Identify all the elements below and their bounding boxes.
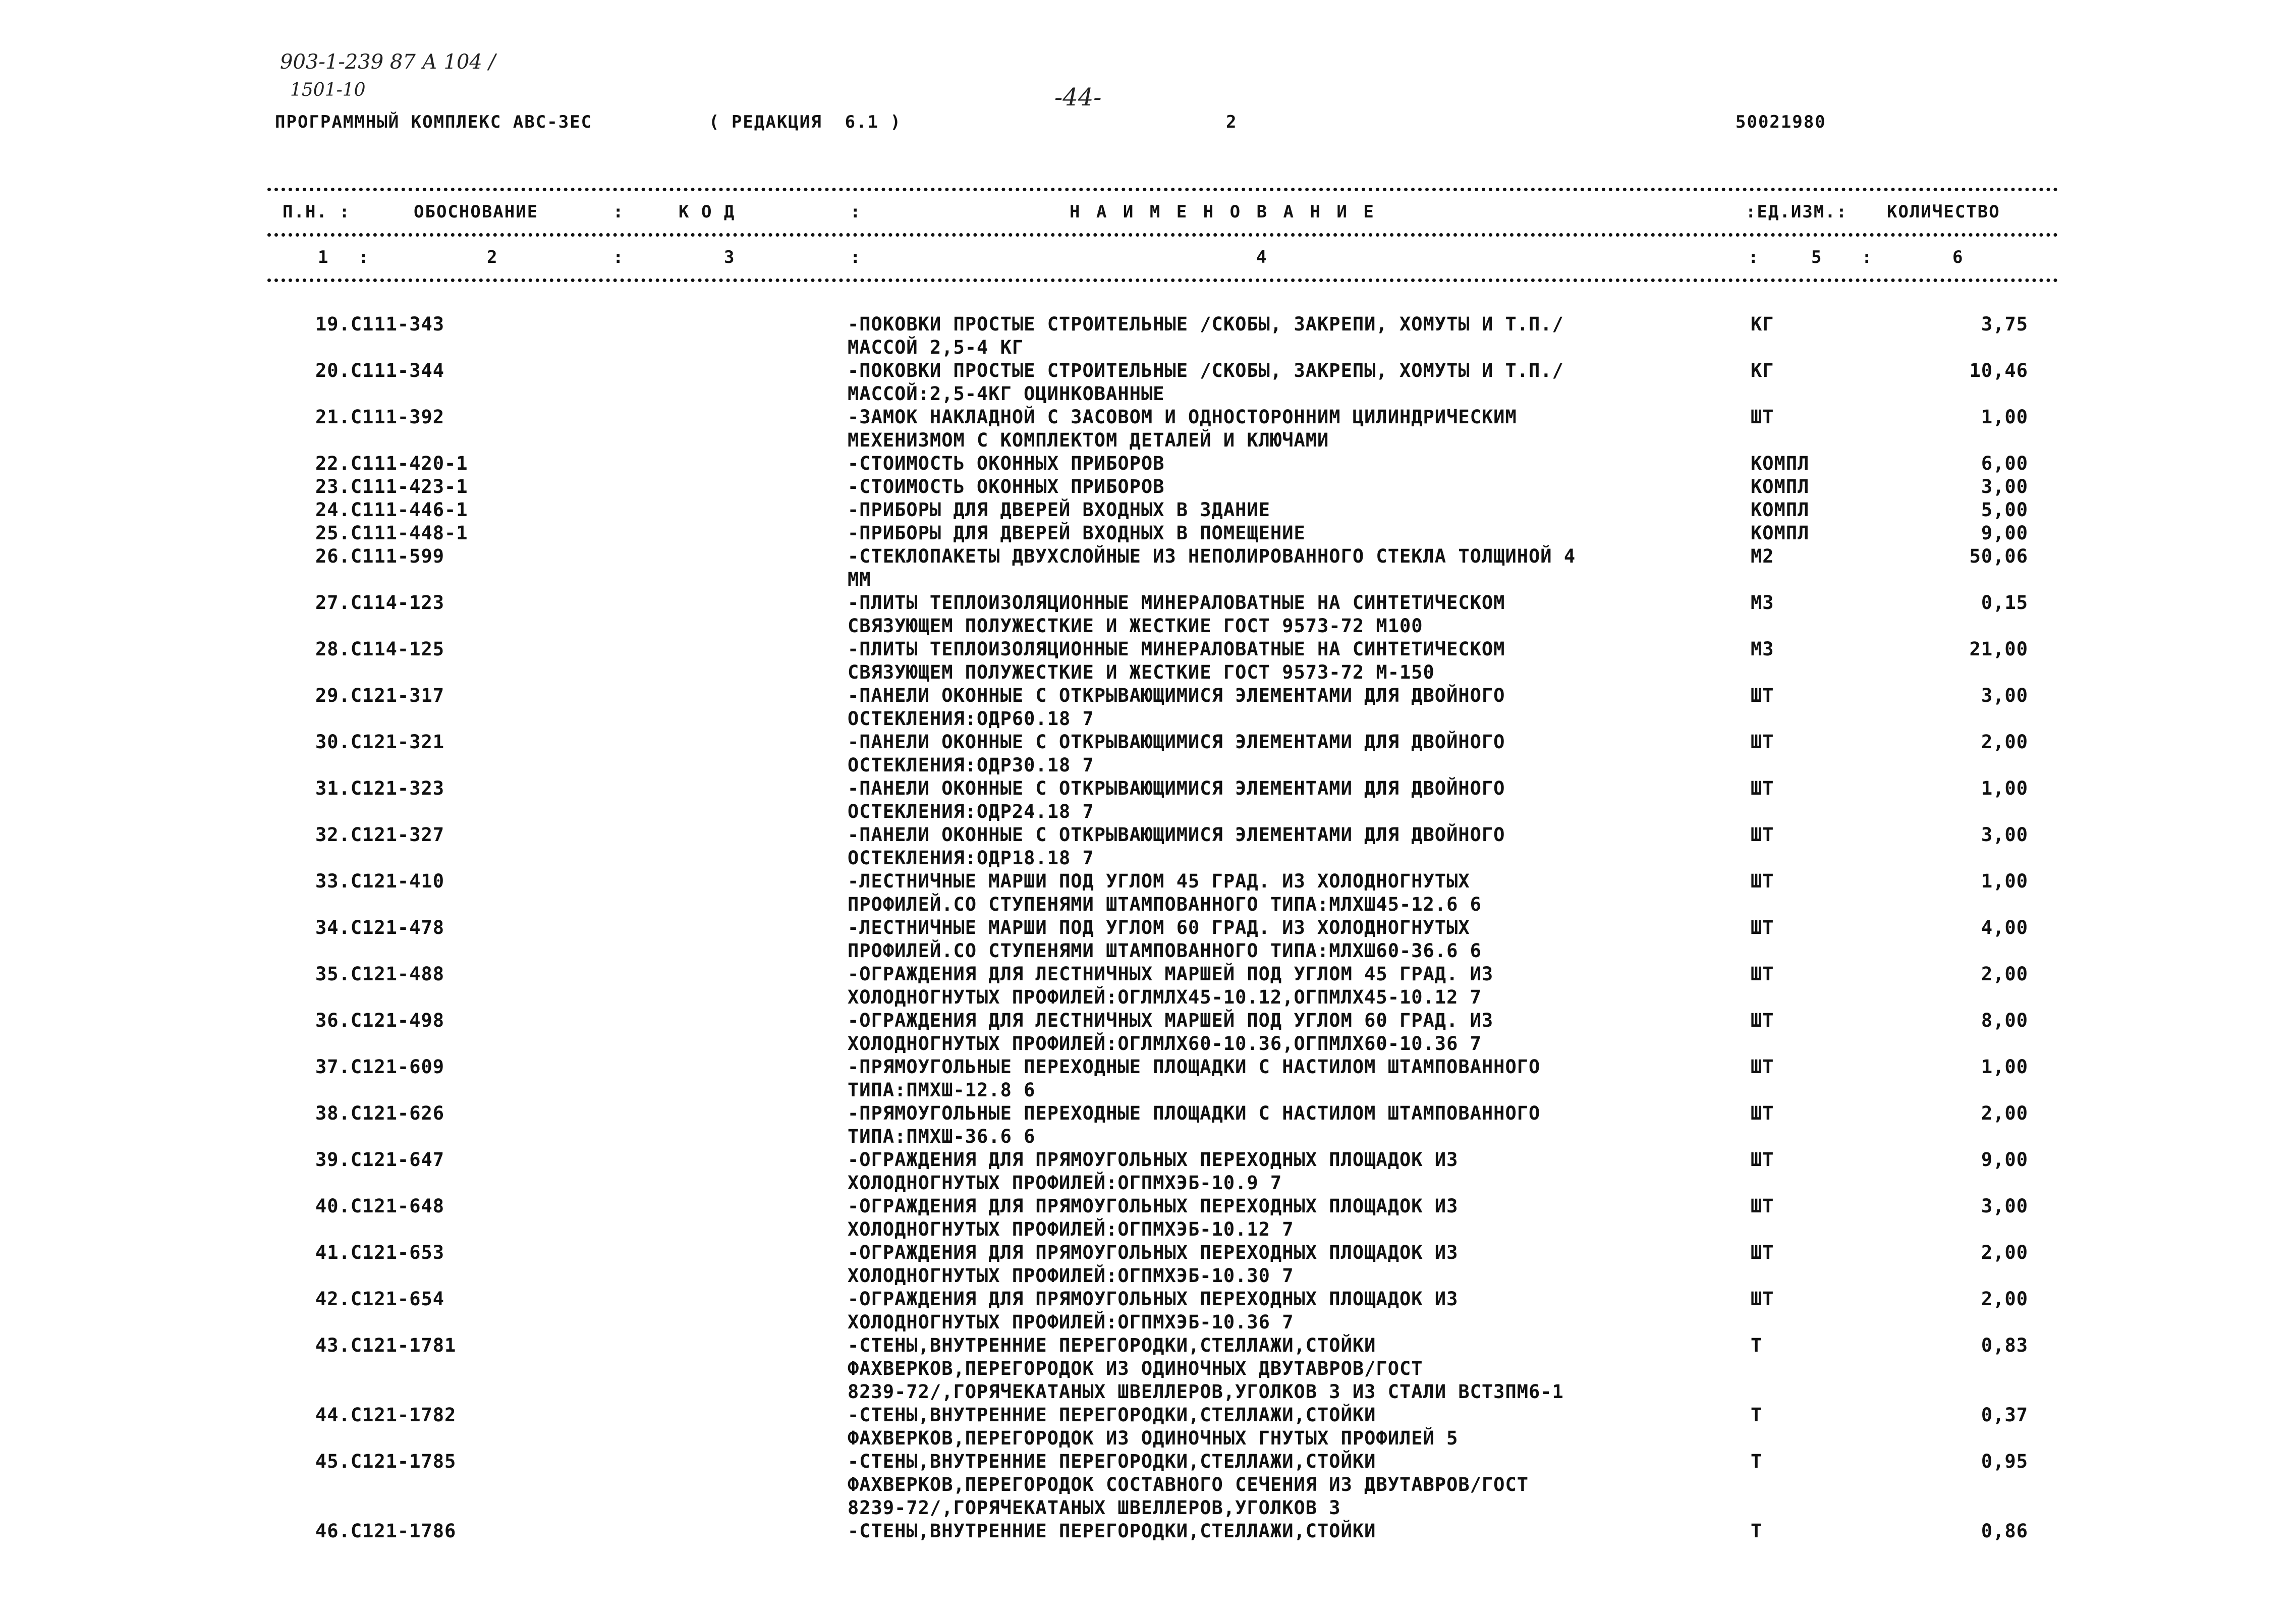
row-quantity: 2,00	[1981, 1288, 2028, 1310]
row-unit: ШТ	[1751, 1056, 1774, 1078]
row-name: -ЗАМОК НАКЛАДНОЙ С ЗАСОВОМ И ОДНОСТОРОННИМ ЦИЛИНДРИЧЕСКИМ МЕХЕНИЗМОМ С КОМПЛЕКТОМ ДЕТАЛЕЙ И КЛЮЧАМИ	[848, 406, 1517, 451]
col-num-1: 1	[318, 247, 328, 267]
table-row	[0, 1241, 2296, 1288]
row-quantity: 4,00	[1981, 917, 2028, 938]
row-unit: М3	[1751, 638, 1774, 660]
col-num-6: 6	[1952, 247, 1963, 267]
row-basis-code: 40.С121-648	[315, 1195, 445, 1217]
row-basis-code: 26.С111-599	[315, 545, 445, 567]
table-row	[0, 1148, 2296, 1195]
row-quantity: 2,00	[1981, 731, 2028, 753]
row-quantity: 6,00	[1981, 453, 2028, 474]
table-row	[0, 1055, 2296, 1102]
row-basis-code: 44.С121-1782	[315, 1404, 457, 1426]
row-name: -ПАНЕЛИ ОКОННЫЕ С ОТКРЫВАЮЩИМИСЯ ЭЛЕМЕНТАМИ ДЛЯ ДВОЙНОГО ОСТЕКЛЕНИЯ:ОДР30.18 7	[848, 731, 1505, 776]
row-name: -ПРИБОРЫ ДЛЯ ДВЕРЕЙ ВХОДНЫХ В ПОМЕЩЕНИЕ	[848, 522, 1306, 544]
table-row	[0, 1009, 2296, 1055]
row-unit: Т	[1751, 1335, 1763, 1356]
row-basis-code: 25.С111-448-1	[315, 522, 468, 544]
row-unit: ШТ	[1751, 777, 1774, 799]
row-name: -ПРЯМОУГОЛЬНЫЕ ПЕРЕХОДНЫЕ ПЛОЩАДКИ С НАСТИЛОМ ШТАМПОВАННОГО ТИПА:ПМХШ-12.8 6	[848, 1056, 1541, 1101]
row-basis-code: 27.С114-123	[315, 592, 445, 614]
row-basis-code: 38.С121-626	[315, 1102, 445, 1124]
row-unit: ШТ	[1751, 1288, 1774, 1310]
row-quantity: 3,00	[1981, 685, 2028, 706]
row-name: -ПЛИТЫ ТЕПЛОИЗОЛЯЦИОННЫЕ МИНЕРАЛОВАТНЫЕ НА СИНТЕТИЧЕСКОМ СВЯЗУЮЩЕМ ПОЛУЖЕСТКИЕ И ЖЕСТКИЕ ГОСТ 9573-72 М-150	[848, 638, 1505, 683]
col-header-qty: КОЛИЧЕСТВО	[1887, 202, 2000, 222]
row-unit: ШТ	[1751, 685, 1774, 706]
row-unit: КОМПЛ	[1751, 453, 1810, 474]
row-unit: ШТ	[1751, 731, 1774, 753]
row-quantity: 2,00	[1981, 1242, 2028, 1263]
row-unit: КОМПЛ	[1751, 476, 1810, 497]
table-row	[0, 1288, 2296, 1334]
row-quantity: 3,00	[1981, 476, 2028, 497]
col-header-code: К О Д	[679, 202, 736, 222]
row-name: -СТЕКЛОПАКЕТЫ ДВУХСЛОЙНЫЕ ИЗ НЕПОЛИРОВАННОГО СТЕКЛА ТОЛЩИНОЙ 4 ММ	[848, 545, 1576, 590]
row-basis-code: 28.С114-125	[315, 638, 445, 660]
row-quantity: 2,00	[1981, 1102, 2028, 1124]
row-unit: Т	[1751, 1520, 1763, 1542]
row-quantity: 0,83	[1981, 1335, 2028, 1356]
col-num-sep: :	[613, 247, 624, 267]
col-header-pn: П.Н. :	[283, 202, 351, 222]
row-basis-code: 20.С111-344	[315, 360, 445, 381]
table-row	[0, 359, 2296, 406]
row-quantity: 8,00	[1981, 1010, 2028, 1031]
row-basis-code: 32.С121-327	[315, 824, 445, 846]
row-name: -СТЕНЫ,ВНУТРЕННИЕ ПЕРЕГОРОДКИ,СТЕЛЛАЖИ,СТОЙКИ ФАХВЕРКОВ,ПЕРЕГОРОДОК СОСТАВНОГО СЕЧЕНИЯ ИЗ ДВУТАВРОВ/ГОСТ 8239-72/,ГОРЯЧЕКАТАНЫХ ШВЕЛЛЕРОВ,УГОЛКОВ 3	[848, 1451, 1529, 1519]
row-unit: ШТ	[1751, 824, 1774, 846]
table-row	[0, 823, 2296, 870]
row-name: -СТЕНЫ,ВНУТРЕННИЕ ПЕРЕГОРОДКИ,СТЕЛЛАЖИ,СТОЙКИ ФАХВЕРКОВ,ПЕРЕГОРОДОК ИЗ ОДИНОЧНЫХ ГНУТЫХ ПРОФИЛЕЙ 5	[848, 1404, 1459, 1449]
row-name: -ОГРАЖДЕНИЯ ДЛЯ ПРЯМОУГОЛЬНЫХ ПЕРЕХОДНЫХ ПЛОЩАДОК ИЗ ХОЛОДНОГНУТЫХ ПРОФИЛЕЙ:ОГПМХЭБ-10.36 7	[848, 1288, 1459, 1333]
table-row	[0, 313, 2296, 359]
table-row	[0, 1334, 2296, 1404]
row-quantity: 1,00	[1981, 406, 2028, 428]
row-name: -ПОКОВКИ ПРОСТЫЕ СТРОИТЕЛЬНЫЕ /СКОБЫ, ЗАКРЕПИ, ХОМУТЫ И Т.П./ МАССОЙ 2,5-4 КГ	[848, 313, 1564, 358]
row-basis-code: 37.С121-609	[315, 1056, 445, 1078]
col-num-3: 3	[724, 247, 735, 267]
row-basis-code: 35.С121-488	[315, 963, 445, 985]
row-quantity: 0,37	[1981, 1404, 2028, 1426]
row-name: -ОГРАЖДЕНИЯ ДЛЯ ПРЯМОУГОЛЬНЫХ ПЕРЕХОДНЫХ ПЛОЩАДОК ИЗ ХОЛОДНОГНУТЫХ ПРОФИЛЕЙ:ОГПМХЭБ-10.30 7	[848, 1242, 1459, 1287]
row-quantity: 21,00	[1969, 638, 2028, 660]
row-name: -ПАНЕЛИ ОКОННЫЕ С ОТКРЫВАЮЩИМИСЯ ЭЛЕМЕНТАМИ ДЛЯ ДВОЙНОГО ОСТЕКЛЕНИЯ:ОДР18.18 7	[848, 824, 1505, 869]
row-unit: ШТ	[1751, 1242, 1774, 1263]
row-unit: ШТ	[1751, 870, 1774, 892]
row-quantity: 50,06	[1969, 545, 2028, 567]
row-name: -СТЕНЫ,ВНУТРЕННИЕ ПЕРЕГОРОДКИ,СТЕЛЛАЖИ,СТОЙКИ	[848, 1520, 1376, 1542]
handwritten-page-mark: -44-	[1054, 83, 1102, 112]
col-num-5: 5	[1811, 247, 1822, 267]
row-name: -ПАНЕЛИ ОКОННЫЕ С ОТКРЫВАЮЩИМИСЯ ЭЛЕМЕНТАМИ ДЛЯ ДВОЙНОГО ОСТЕКЛЕНИЯ:ОДР24.18 7	[848, 777, 1505, 822]
table-row	[0, 638, 2296, 684]
table-body	[0, 313, 2296, 1543]
row-name: -ПОКОВКИ ПРОСТЫЕ СТРОИТЕЛЬНЫЕ /СКОБЫ, ЗАКРЕПЫ, ХОМУТЫ И Т.П./ МАССОЙ:2,5-4КГ ОЦИНКОВАННЫЕ	[848, 360, 1564, 405]
table-rule-bottom	[267, 279, 2058, 282]
row-quantity: 3,00	[1981, 1195, 2028, 1217]
program-title: ПРОГРАММНЫЙ КОМПЛЕКС АВС-3ЕС	[275, 112, 593, 132]
document-code: 50021980	[1735, 112, 1826, 132]
table-row	[0, 1450, 2296, 1520]
row-basis-code: 34.С121-478	[315, 917, 445, 938]
row-name: -ПРЯМОУГОЛЬНЫЕ ПЕРЕХОДНЫЕ ПЛОЩАДКИ С НАСТИЛОМ ШТАМПОВАННОГО ТИПА:ПМХШ-36.6 6	[848, 1102, 1541, 1147]
row-unit: М3	[1751, 592, 1774, 614]
row-quantity: 0,15	[1981, 592, 2028, 614]
row-basis-code: 29.С121-317	[315, 685, 445, 706]
row-unit: ШТ	[1751, 406, 1774, 428]
row-basis-code: 19.С111-343	[315, 313, 445, 335]
row-basis-code: 23.С111-423-1	[315, 476, 468, 497]
handwritten-ref-line1: 903-1-239 87 А 104 /	[280, 50, 496, 74]
row-basis-code: 46.С121-1786	[315, 1520, 457, 1542]
col-header-unit: :ЕД.ИЗМ.:	[1746, 202, 1848, 222]
row-basis-code: 36.С121-498	[315, 1010, 445, 1031]
table-row	[0, 1520, 2296, 1543]
table-rule-mid	[267, 233, 2058, 237]
col-num-sep: :	[358, 247, 369, 267]
table-row	[0, 591, 2296, 638]
row-basis-code: 42.С121-654	[315, 1288, 445, 1310]
row-name: -ПАНЕЛИ ОКОННЫЕ С ОТКРЫВАЮЩИМИСЯ ЭЛЕМЕНТАМИ ДЛЯ ДВОЙНОГО ОСТЕКЛЕНИЯ:ОДР60.18 7	[848, 685, 1505, 730]
col-num-sep: :	[1862, 247, 1872, 267]
table-row	[0, 1195, 2296, 1241]
row-name: -ПЛИТЫ ТЕПЛОИЗОЛЯЦИОННЫЕ МИНЕРАЛОВАТНЫЕ НА СИНТЕТИЧЕСКОМ СВЯЗУЮЩЕМ ПОЛУЖЕСТКИЕ И ЖЕСТКИЕ ГОСТ 9573-72 М100	[848, 592, 1505, 637]
row-basis-code: 43.С121-1781	[315, 1335, 457, 1356]
row-unit: КОМПЛ	[1751, 522, 1810, 544]
row-quantity: 9,00	[1981, 522, 2028, 544]
row-basis-code: 22.С111-420-1	[315, 453, 468, 474]
table-rule-top	[267, 188, 2058, 191]
table-row	[0, 452, 2296, 475]
row-unit: ШТ	[1751, 1010, 1774, 1031]
row-basis-code: 21.С111-392	[315, 406, 445, 428]
row-name: -СТОИМОСТЬ ОКОННЫХ ПРИБОРОВ	[848, 453, 1165, 474]
sheet-number: 2	[1226, 112, 1238, 132]
table-row	[0, 545, 2296, 591]
row-unit: КОМПЛ	[1751, 499, 1810, 521]
table-row	[0, 1102, 2296, 1148]
table-row	[0, 475, 2296, 498]
row-unit: ШТ	[1751, 1102, 1774, 1124]
row-quantity: 0,86	[1981, 1520, 2028, 1542]
row-quantity: 0,95	[1981, 1451, 2028, 1472]
row-unit: КГ	[1751, 313, 1774, 335]
table-row	[0, 684, 2296, 731]
col-num-sep: :	[850, 247, 861, 267]
table-row	[0, 870, 2296, 916]
row-basis-code: 30.С121-321	[315, 731, 445, 753]
row-unit: ШТ	[1751, 1149, 1774, 1171]
col-num-2: 2	[487, 247, 497, 267]
table-row	[0, 1404, 2296, 1450]
col-header-sep2: :	[850, 202, 862, 222]
handwritten-ref-line2: 1501-10	[290, 80, 366, 100]
row-name: -ОГРАЖДЕНИЯ ДЛЯ ПРЯМОУГОЛЬНЫХ ПЕРЕХОДНЫХ ПЛОЩАДОК ИЗ ХОЛОДНОГНУТЫХ ПРОФИЛЕЙ:ОГПМХЭБ-10.9 7	[848, 1149, 1459, 1194]
row-name: -СТОИМОСТЬ ОКОННЫХ ПРИБОРОВ	[848, 476, 1165, 497]
row-quantity: 1,00	[1981, 1056, 2028, 1078]
row-basis-code: 39.С121-647	[315, 1149, 445, 1171]
table-row	[0, 777, 2296, 823]
row-quantity: 9,00	[1981, 1149, 2028, 1171]
row-basis-code: 41.С121-653	[315, 1242, 445, 1263]
row-basis-code: 33.С121-410	[315, 870, 445, 892]
row-basis-code: 31.С121-323	[315, 777, 445, 799]
col-header-basis: ОБОСНОВАНИЕ	[414, 202, 539, 222]
col-num-4: 4	[1256, 247, 1267, 267]
row-quantity: 5,00	[1981, 499, 2028, 521]
table-row	[0, 498, 2296, 522]
table-row	[0, 963, 2296, 1009]
table-row	[0, 406, 2296, 452]
row-unit: Т	[1751, 1451, 1763, 1472]
table-row	[0, 731, 2296, 777]
row-unit: М2	[1751, 545, 1774, 567]
row-quantity: 10,46	[1969, 360, 2028, 381]
row-quantity: 3,75	[1981, 313, 2028, 335]
row-unit: ШТ	[1751, 917, 1774, 938]
row-unit: ШТ	[1751, 963, 1774, 985]
row-name: -ОГРАЖДЕНИЯ ДЛЯ ЛЕСТНИЧНЫХ МАРШЕЙ ПОД УГЛОМ 60 ГРАД. ИЗ ХОЛОДНОГНУТЫХ ПРОФИЛЕЙ:ОГЛМЛХ60-10.36,ОГПМЛХ60-10.36 7	[848, 1010, 1494, 1054]
row-basis-code: 45.С121-1785	[315, 1451, 457, 1472]
row-unit: КГ	[1751, 360, 1774, 381]
row-basis-code: 24.С111-446-1	[315, 499, 468, 521]
table-row	[0, 916, 2296, 963]
row-quantity: 1,00	[1981, 870, 2028, 892]
row-name: -ОГРАЖДЕНИЯ ДЛЯ ЛЕСТНИЧНЫХ МАРШЕЙ ПОД УГЛОМ 45 ГРАД. ИЗ ХОЛОДНОГНУТЫХ ПРОФИЛЕЙ:ОГЛМЛХ45-10.12,ОГПМЛХ45-10.12 7	[848, 963, 1494, 1008]
col-header-name: Н А И М Е Н О В А Н И Е	[1070, 202, 1377, 222]
table-row	[0, 522, 2296, 545]
row-name: -СТЕНЫ,ВНУТРЕННИЕ ПЕРЕГОРОДКИ,СТЕЛЛАЖИ,СТОЙКИ ФАХВЕРКОВ,ПЕРЕГОРОДОК ИЗ ОДИНОЧНЫХ ДВУТАВРОВ/ГОСТ 8239-72/,ГОРЯЧЕКАТАНЫХ ШВЕЛЛЕРОВ,УГОЛКОВ 3 ИЗ СТАЛИ ВСТ3ПМ6-1	[848, 1335, 1564, 1403]
edition-label: ( РЕДАКЦИЯ 6.1 )	[709, 112, 902, 132]
row-name: -ПРИБОРЫ ДЛЯ ДВЕРЕЙ ВХОДНЫХ В ЗДАНИЕ	[848, 499, 1270, 521]
row-unit: ШТ	[1751, 1195, 1774, 1217]
row-unit: Т	[1751, 1404, 1763, 1426]
col-num-sep: :	[1748, 247, 1759, 267]
row-quantity: 2,00	[1981, 963, 2028, 985]
col-header-sep1: :	[613, 202, 625, 222]
row-quantity: 1,00	[1981, 777, 2028, 799]
row-quantity: 3,00	[1981, 824, 2028, 846]
row-name: -ЛЕСТНИЧНЫЕ МАРШИ ПОД УГЛОМ 45 ГРАД. ИЗ ХОЛОДНОГНУТЫХ ПРОФИЛЕЙ.СО СТУПЕНЯМИ ШТАМПОВАННОГО ТИПА:МЛХШ45-12.6 6	[848, 870, 1482, 915]
row-name: -ОГРАЖДЕНИЯ ДЛЯ ПРЯМОУГОЛЬНЫХ ПЕРЕХОДНЫХ ПЛОЩАДОК ИЗ ХОЛОДНОГНУТЫХ ПРОФИЛЕЙ:ОГПМХЭБ-10.12 7	[848, 1195, 1459, 1240]
row-name: -ЛЕСТНИЧНЫЕ МАРШИ ПОД УГЛОМ 60 ГРАД. ИЗ ХОЛОДНОГНУТЫХ ПРОФИЛЕЙ.СО СТУПЕНЯМИ ШТАМПОВАННОГО ТИПА:МЛХШ60-36.6 6	[848, 917, 1482, 962]
